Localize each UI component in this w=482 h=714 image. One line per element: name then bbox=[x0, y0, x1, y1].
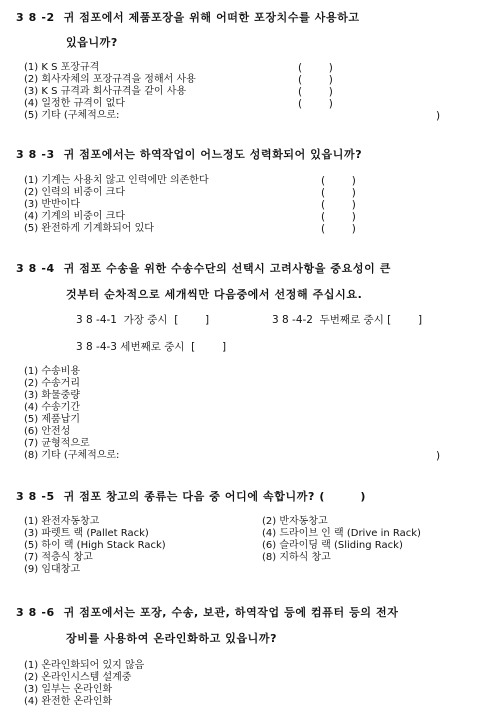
question-38-2-title: 3 8 -2 귀 점포에서 제품포장을 위해 어떠한 포장치수를 사용하고 bbox=[16, 11, 360, 24]
option: (5) 완전하게 기계화되어 있다 bbox=[24, 223, 154, 234]
answer-blank[interactable]: ( ) bbox=[321, 223, 356, 235]
option: (4) 드라이브 인 랙 (Drive in Rack) bbox=[262, 528, 421, 539]
option: (7) 적층식 창고 bbox=[24, 552, 93, 563]
option: (3) 화물중량 bbox=[24, 390, 80, 401]
option: (1) 기계는 사용치 않고 인력에만 의존한다 bbox=[24, 175, 209, 186]
answer-blank-close[interactable]: ) bbox=[436, 450, 441, 462]
answer-blank-close[interactable]: ) bbox=[436, 110, 441, 122]
rank-second[interactable]: 3 8 -4-2 두번째로 중시 [ ] bbox=[272, 314, 423, 326]
answer-blank[interactable]: ( ) bbox=[298, 98, 333, 110]
option: (1) 완전자동창고 bbox=[24, 516, 100, 527]
option: (5) 제품납기 bbox=[24, 414, 80, 425]
answer-blank[interactable]: ( ) bbox=[298, 86, 333, 98]
rank-third[interactable]: 3 8 -4-3 세번째로 중시 [ ] bbox=[76, 341, 227, 353]
answer-blank[interactable]: ( ) bbox=[321, 187, 356, 199]
option: (1) 수송비용 bbox=[24, 366, 80, 377]
option: (2) 온라인시스템 설계중 bbox=[24, 672, 132, 683]
option: (2) 수송거리 bbox=[24, 378, 80, 389]
option: (6) 안전성 bbox=[24, 426, 71, 437]
option: (9) 임대창고 bbox=[24, 564, 80, 575]
question-38-3-title: 3 8 -3 귀 점포에서는 하역작업이 어느정도 성력화되어 있읍니까? bbox=[16, 148, 363, 161]
option: (2) 반자동창고 bbox=[262, 516, 328, 527]
option: (4) 일정한 규격이 없다 bbox=[24, 98, 125, 109]
option: (3) 파렛트 랙 (Pallet Rack) bbox=[24, 528, 149, 539]
option: (4) 기계의 비중이 크다 bbox=[24, 211, 125, 222]
question-38-5-title: 3 8 -5 귀 점포 창고의 종류는 다음 중 어디에 속합니까? ( ) bbox=[16, 490, 367, 503]
answer-blank[interactable]: ( ) bbox=[321, 199, 356, 211]
option: (4) 완전한 온라인화 bbox=[24, 696, 113, 707]
rank-first[interactable]: 3 8 -4-1 가장 중시 [ ] bbox=[76, 314, 210, 326]
answer-blank[interactable]: ( ) bbox=[298, 62, 333, 74]
option: (2) 회사자체의 포장규격을 정해서 사용 bbox=[24, 74, 196, 85]
option: (3) 일부는 온라인화 bbox=[24, 684, 113, 695]
option: (3) K S 규격과 회사규격을 같이 사용 bbox=[24, 86, 187, 97]
option: (3) 반반이다 bbox=[24, 199, 80, 210]
option: (1) K S 포장규격 bbox=[24, 62, 100, 73]
option: (6) 슬라이딩 랙 (Sliding Rack) bbox=[262, 540, 403, 551]
option: (8) 기타 (구체적으로: bbox=[24, 450, 120, 461]
answer-blank[interactable]: ( ) bbox=[321, 211, 356, 223]
option: (5) 하이 랙 (High Stack Rack) bbox=[24, 540, 166, 551]
option: (8) 지하식 창고 bbox=[262, 552, 331, 563]
question-38-4-title-cont: 것부터 순차적으로 세개씩만 다음중에서 선정해 주십시요. bbox=[66, 288, 363, 301]
answer-blank[interactable]: ( ) bbox=[298, 74, 333, 86]
question-38-4-title: 3 8 -4 귀 점포 수송을 위한 수송수단의 선택시 고려사항을 중요성이 큰 bbox=[16, 262, 391, 275]
question-38-6-title: 3 8 -6 귀 점포에서는 포장, 수송, 보관, 하역작업 등에 컴퓨터 등의 전자 bbox=[16, 606, 399, 619]
question-38-6-title-cont: 장비를 사용하여 온라인화하고 있읍니까? bbox=[66, 632, 278, 645]
question-38-2-title-cont: 있읍니까? bbox=[66, 36, 118, 49]
option: (5) 기타 (구체적으로: bbox=[24, 110, 120, 121]
option: (1) 온라인화되어 있지 않음 bbox=[24, 660, 145, 671]
option: (4) 수송기간 bbox=[24, 402, 80, 413]
answer-blank[interactable]: ( ) bbox=[321, 175, 356, 187]
option: (2) 인력의 비중이 크다 bbox=[24, 187, 125, 198]
option: (7) 균형적으로 bbox=[24, 438, 90, 449]
